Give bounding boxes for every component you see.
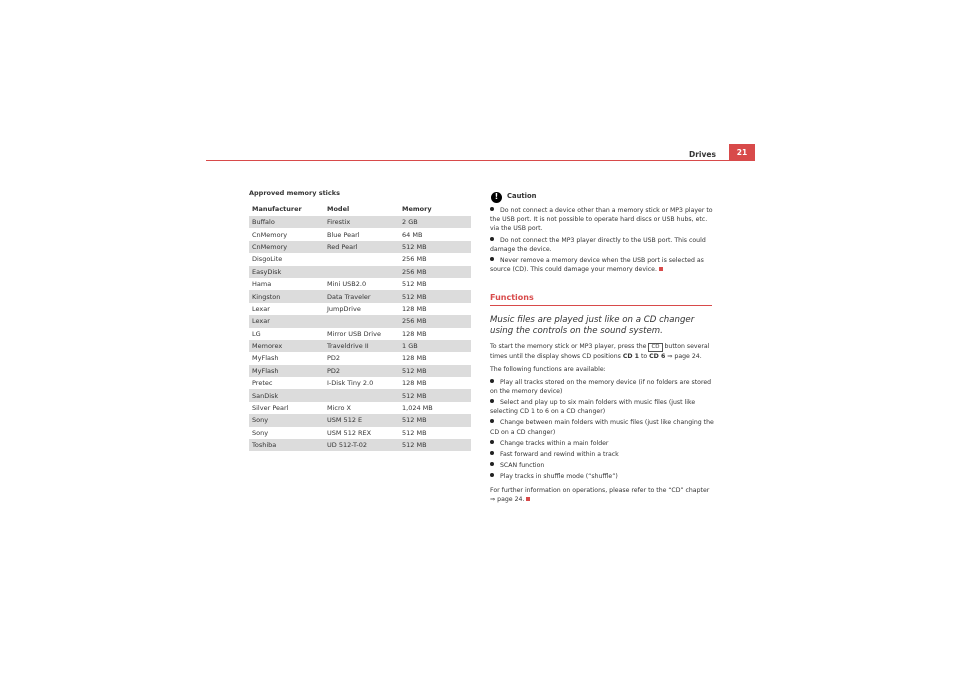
table-row <box>249 402 471 414</box>
bullet-icon <box>490 462 494 466</box>
cell-manufacturer: Buffalo <box>249 216 324 228</box>
bullet-icon <box>490 440 494 444</box>
cell-manufacturer: EasyDisk <box>249 266 324 278</box>
list-intro: The following functions are available: <box>490 366 606 374</box>
bullet-icon <box>490 419 494 423</box>
cell-manufacturer: CnMemory <box>249 241 324 253</box>
cell-model <box>324 266 399 278</box>
outro-paragraph: For further information on operations, please refer to the “CD” chapter ⇒ page 24. <box>490 486 710 503</box>
end-mark-icon <box>526 497 530 501</box>
caution-item: Do not connect a device other than a memory stick or MP3 player to the USB port. It is not possible to operate hard discs or USB hubs, etc. via the USB port. <box>490 207 713 233</box>
table-row <box>249 303 471 315</box>
column-header-memory: Memory <box>402 205 432 213</box>
table-row <box>249 427 471 439</box>
header-rule <box>206 160 754 161</box>
cell-manufacturer: SanDisk <box>249 389 324 401</box>
table-row <box>249 340 471 352</box>
bullet-icon <box>490 451 494 455</box>
cell-model: USM 512 REX <box>327 428 372 437</box>
function-item: SCAN function <box>490 461 714 470</box>
cell-memory: 512 MB <box>399 290 471 302</box>
cell-manufacturer: Memorex <box>249 340 324 352</box>
cell-memory: 512 MB <box>399 439 471 451</box>
cell-model: JumpDrive <box>327 304 361 313</box>
cell-model <box>324 389 399 401</box>
function-item: Select and play up to six main folders with music files (just like selecting CD 1 to 6 on a CD changer) <box>490 399 696 416</box>
section-subheading: Music files are played just like on a CD changer using the controls on the sound system. <box>490 314 695 337</box>
table-row <box>249 389 471 401</box>
cell-manufacturer: Lexar <box>252 304 270 313</box>
cell-model: PD2 <box>327 354 341 363</box>
cell-manufacturer: Silver Pearl <box>252 404 289 413</box>
table-row <box>249 328 471 340</box>
cell-memory: 128 MB <box>402 354 427 363</box>
bullet-icon <box>490 257 494 261</box>
cell-model: Micro X <box>327 404 352 413</box>
bullet-icon <box>490 237 494 241</box>
column-header-model: Model <box>327 205 350 213</box>
caution-item: Do not connect the MP3 player directly to the USB port. This could damage the device. <box>490 236 706 253</box>
column-header-manufacturer: Manufacturer <box>252 205 302 213</box>
page-reference: ⇒ page 24. <box>490 495 525 503</box>
cell-memory: 1,024 MB <box>402 404 433 413</box>
cell-manufacturer: Pretec <box>252 379 273 388</box>
table-row <box>249 241 471 253</box>
cell-model: Data Traveler <box>324 290 399 302</box>
table-row <box>249 253 471 265</box>
table-row <box>249 228 471 240</box>
table-row <box>249 216 471 228</box>
end-mark-icon <box>659 267 663 271</box>
function-item: Fast forward and rewind within a track <box>490 450 714 459</box>
warning-icon: ! <box>491 192 502 203</box>
section-rule <box>490 305 712 306</box>
cell-manufacturer: DisgoLite <box>252 255 283 264</box>
bullet-icon <box>490 473 494 477</box>
cell-model: Traveldrive II <box>324 340 399 352</box>
cell-memory: 256 MB <box>399 315 471 327</box>
cell-model <box>324 315 399 327</box>
cell-memory: 512 MB <box>399 389 471 401</box>
table-row <box>249 377 471 389</box>
cell-memory: 512 MB <box>399 414 471 426</box>
cell-model: I-Disk Tiny 2.0 <box>327 379 374 388</box>
cell-memory: 512 MB <box>402 428 427 437</box>
table-body <box>249 216 471 451</box>
table-row <box>249 278 471 290</box>
caution-item: Never remove a memory device when the USB port is selected as source (CD). This could damage your memory device. <box>490 257 704 274</box>
cell-manufacturer: Toshiba <box>249 439 324 451</box>
table-row <box>249 290 471 302</box>
intro-paragraph: To start the memory stick or MP3 player, press the CD button several times until the display shows CD positions CD 1 to CD 6 ⇒ page 24. <box>490 343 710 361</box>
bullet-icon <box>490 379 494 383</box>
cell-memory: 1 GB <box>399 340 471 352</box>
cell-memory: 256 MB <box>399 266 471 278</box>
cell-manufacturer: LG <box>252 329 261 338</box>
cell-model <box>324 253 399 265</box>
function-item: Change between main folders with music files (just like changing the CD on a CD changer) <box>490 419 714 436</box>
cell-model: Mini USB2.0 <box>327 280 367 289</box>
function-item: Play tracks in shuffle mode (“shuffle”) <box>490 472 714 481</box>
cell-manufacturer: CnMemory <box>252 230 288 239</box>
cell-manufacturer: MyFlash <box>252 354 279 363</box>
functions-list <box>490 378 714 482</box>
page-section-title: Drives <box>689 150 716 159</box>
cell-manufacturer: MyFlash <box>249 365 324 377</box>
cell-model: UD 512-T-02 <box>324 439 399 451</box>
table-header-row <box>249 202 471 216</box>
cell-memory: 128 MB <box>402 329 427 338</box>
cell-manufacturer: Kingston <box>249 290 324 302</box>
page-number-badge: 21 <box>729 144 755 161</box>
cell-manufacturer: Sony <box>252 428 269 437</box>
table-row <box>249 439 471 451</box>
cell-manufacturer: Lexar <box>249 315 324 327</box>
cell-model: PD2 <box>324 365 399 377</box>
cell-memory: 256 MB <box>402 255 427 264</box>
cell-memory: 512 MB <box>399 365 471 377</box>
cell-model: USM 512 E <box>324 414 399 426</box>
cell-manufacturer: Sony <box>249 414 324 426</box>
cell-model: Firestix <box>324 216 399 228</box>
cell-memory: 512 MB <box>402 280 427 289</box>
right-column <box>490 189 714 507</box>
table-row <box>249 414 471 426</box>
cell-memory: 64 MB <box>402 230 423 239</box>
table-row <box>249 352 471 364</box>
page-reference: ⇒ page 24. <box>665 353 702 361</box>
caution-header <box>491 189 714 205</box>
table-row <box>249 266 471 278</box>
section-heading: Functions <box>490 293 534 303</box>
cell-manufacturer: Hama <box>252 280 272 289</box>
table-title: Approved memory sticks <box>249 189 340 197</box>
cell-memory: 2 GB <box>399 216 471 228</box>
bullet-icon <box>490 207 494 211</box>
cell-model: Mirror USB Drive <box>327 329 381 338</box>
caution-label: Caution <box>507 192 537 201</box>
cell-model: Blue Pearl <box>327 230 360 239</box>
function-item: Play all tracks stored on the memory device (if no folders are stored on the memory device) <box>490 378 712 395</box>
table-row <box>249 365 471 377</box>
cell-memory: 128 MB <box>402 304 427 313</box>
function-item: Change tracks within a main folder <box>490 439 714 448</box>
cell-memory: 512 MB <box>399 241 471 253</box>
bullet-icon <box>490 399 494 403</box>
memory-sticks-table <box>249 202 471 451</box>
table-row <box>249 315 471 327</box>
cell-model: Red Pearl <box>324 241 399 253</box>
cell-memory: 128 MB <box>402 379 427 388</box>
cd-button-label: CD <box>648 343 662 352</box>
